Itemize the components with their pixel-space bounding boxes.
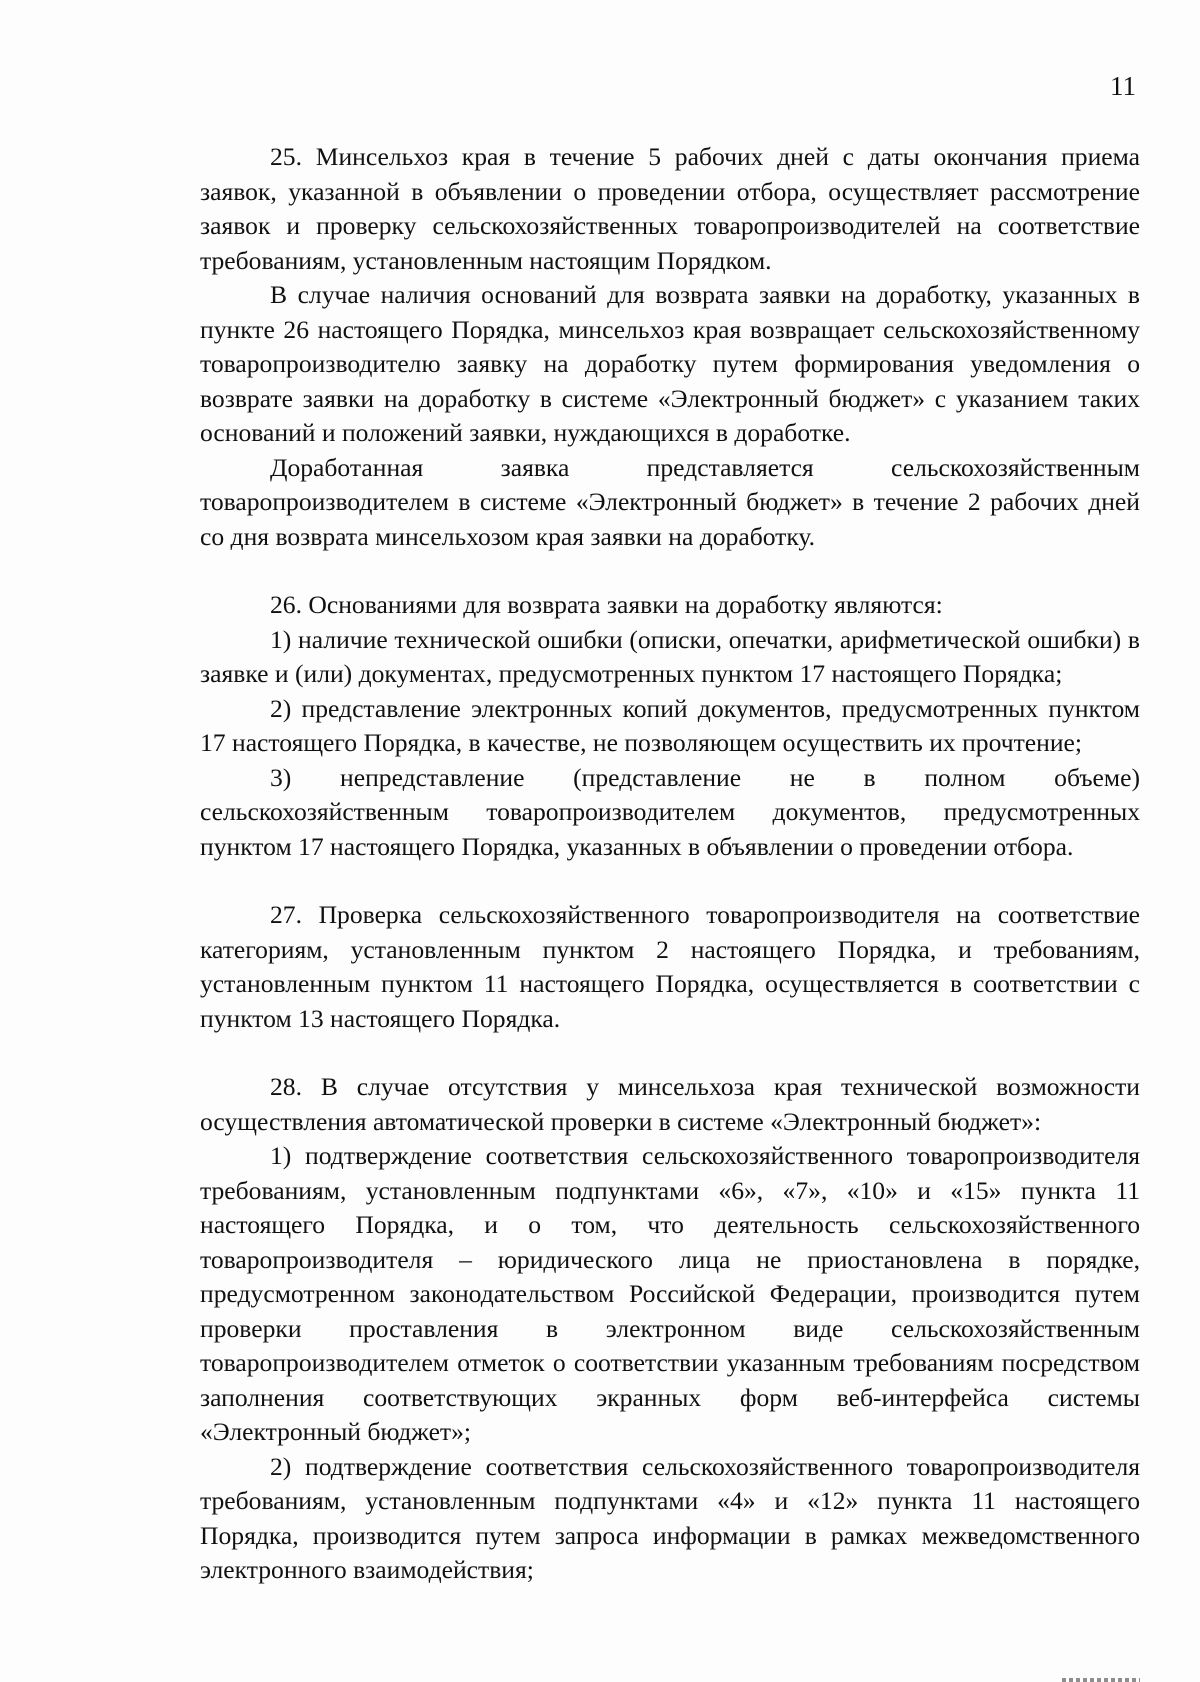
paragraph-26-item-2: 2) представление электронных копий документов, предусмотренных пунктом 17 настоящего Порядка, в качестве, не позволяющем осуществить их прочтение; [200,693,1140,757]
paragraph-28-item-2: 2) подтверждение соответствия сельскохозяйственного товаропроизводителя требованиям, установленным подпунктами «4» и «12» пункта 11 настоящего Порядка, производится путем запроса информации в рамках межведомственного электронного взаимодействия; [200,1451,1140,1584]
paragraph-26-item-3: 3) непредставление (представление не в полном объеме) сельскохозяйственным товаропроизводителем документов, предусмотренных пунктом 17 настоящего Порядка, указанных в объявлении о проведении отбора. [200,762,1140,861]
scan-edge-mark [1062,1678,1140,1682]
paragraph-28-intro: 28. В случае отсутствия у минсельхоза края технической возможности осуществления автоматической проверки в системе «Электронный бюджет»: [200,1072,1140,1136]
paragraph-26-grounds: 26. Основаниями для возврата заявки на доработку являются: [270,590,943,619]
paragraph-25-intro: 25. Минсельхоз края в течение 5 рабочих дней с даты окончания приема заявок, указанной в объявлении о проведении отбора, осуществляет рассмотрение заявок и проверку сельскохозяйственных товаропроизводителей на соответствие требованиям, установленным настоящим Порядком. [200,142,1140,275]
paragraph-26-item-1: 1) наличие технической ошибки (описки, опечатки, арифметической ошибки) в заявке и (или) документах, предусмотренных пунктом 17 настоящего Порядка; [200,624,1140,688]
page-number: 11 [1110,71,1136,101]
paragraph-28-item-1: 1) подтверждение соответствия сельскохозяйственного товаропроизводителя требованиям, установленным подпунктами «6», «7», «10» и «15» пункта 11 настоящего Порядка, и о том, что деятельность сельскохозяйственного товаропроизводителя – юридического лица не приостановлена в порядке, предусмотренном законодательством Российской Федерации, производится путем проверки проставления в электронном виде сельскохозяйственным товаропроизводителем отметок о соответствии указанным требованиям посредством заполнения соответствующих экранных форм веб-интерфейса системы «Электронный бюджет»; [200,1141,1140,1446]
paragraph-27-verification: 27. Проверка сельскохозяйственного товаропроизводителя на соответствие категориям, установленным пунктом 2 настоящего Порядка, и требованиям, установленным пунктом 11 настоящего Порядка, осуществляется в соответствии с пунктом 13 настоящего Порядка. [200,900,1140,1033]
paragraph-25-revised-application: Доработанная заявка представляется сельскохозяйственным товаропроизводителем в системе «Электронный бюджет» в течение 2 рабочих дней со дня возврата минсельхозом края заявки на доработку. [200,452,1140,551]
paragraph-25-return-for-revision: В случае наличия оснований для возврата заявки на доработку, указанных в пункте 26 настоящего Порядка, минсельхоз края возвращает сельскохозяйственному товаропроизводителю заявку на доработку путем формирования уведомления о возврате заявки на доработку в системе «Электронный бюджет» с указанием таких оснований и положений заявки, нуждающихся в доработке. [200,280,1140,447]
document-body [200,140,1140,1588]
